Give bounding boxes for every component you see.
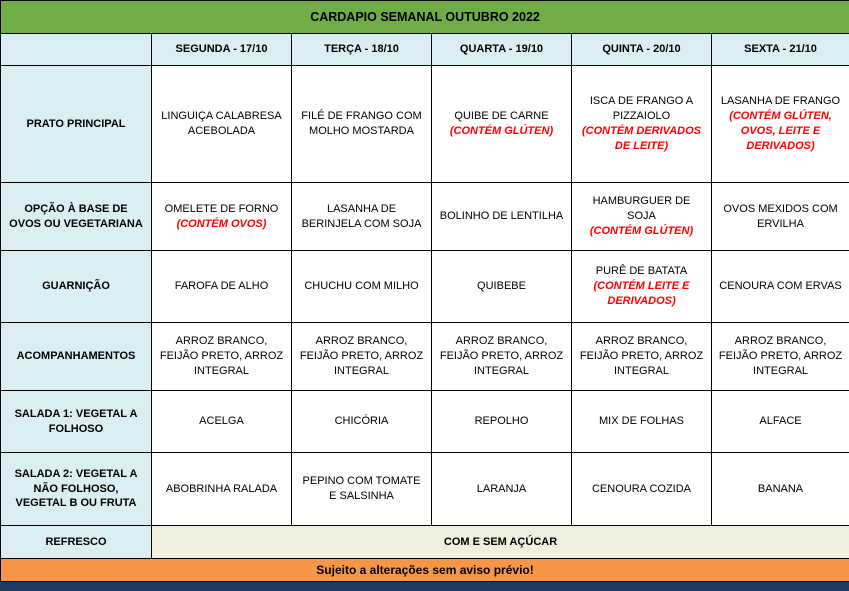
menu-row [1,453,849,526]
allergen-note: (CONTÉM LEITE E DERIVADOS) [593,280,690,307]
header-row [1,34,849,66]
menu-row [1,66,849,183]
menu-cell [572,391,712,453]
menu-cell [292,323,432,391]
menu-row [1,323,849,391]
dish-name: OVOS MEXIDOS COM ERVILHA [723,202,838,230]
dish-name: ABOBRINHA RALADA [165,482,278,495]
dish-name: LARANJA [476,482,527,495]
dish-name: MIX DE FOLHAS [599,415,684,428]
menu-cell [572,251,712,323]
dish-name: BOLINHO DE LENTILHA [439,210,564,223]
dish-name: ARROZ BRANCO, FEIJÃO PRETO, ARROZ INTEGRAL [718,335,843,377]
row-label: OPÇÃO À BASE DE OVOS OU VEGETARIANA [1,183,152,251]
row-label-refresco: REFRESCO [1,526,152,559]
menu-cell [712,323,849,391]
dish-name: CHUCHU COM MILHO [304,280,419,293]
menu-cell [152,453,292,526]
dish-name: LASANHA DE FRANGO [720,95,841,108]
day-header: QUARTA - 19/10 [432,34,572,66]
dish-name: ARROZ BRANCO, FEIJÃO PRETO, ARROZ INTEGRAL [579,335,704,377]
menu-cell [572,66,712,183]
refresco-value: COM E SEM AÇÚCAR [152,526,849,559]
menu-row [1,251,849,323]
dish-name: ARROZ BRANCO, FEIJÃO PRETO, ARROZ INTEGRAL [159,335,284,377]
day-header: SEGUNDA - 17/10 [152,34,292,66]
dish-name: CENOURA COM ERVAS [719,280,842,293]
menu-cell [152,391,292,453]
menu-cell [712,251,849,323]
menu-cell [292,183,432,251]
dish-name: FILÉ DE FRANGO COM MOLHO MOSTARDA [301,110,422,137]
dish-name: ALFACE [759,415,802,428]
dish-name: ARROZ BRANCO, FEIJÃO PRETO, ARROZ INTEGRAL [439,335,564,377]
dish-name: LASANHA DE BERINJELA COM SOJA [301,202,422,230]
dish-name: HAMBURGUER DE SOJA [592,195,691,223]
row-label: SALADA 2: VEGETAL A NÃO FOLHOSO, VEGETAL B OU FRUTA [1,453,152,526]
day-header: SEXTA - 21/10 [712,34,849,66]
dish-name: FAROFA DE ALHO [174,280,269,293]
dish-name: QUIBEBE [477,280,526,293]
allergen-note: (CONTÉM GLÚTEN) [589,224,694,237]
title-row [1,1,849,34]
allergen-note: (CONTÉM GLÚTEN) [449,125,554,137]
menu-cell [712,66,849,183]
allergen-note: (CONTÉM DERIVADOS DE LEITE) [582,125,701,152]
menu-row [1,183,849,251]
footer-row [1,559,849,582]
menu-title: CARDAPIO SEMANAL OUTUBRO 2022 [1,1,849,34]
row-label: ACOMPANHAMENTOS [1,323,152,391]
dish-name: ISCA DE FRANGO A PIZZAIOLO [589,95,694,123]
dish-name: LINGUIÇA CALABRESA ACEBOLADA [161,110,282,137]
menu-cell [292,391,432,453]
dish-name: REPOLHO [474,415,529,428]
menu-cell [292,453,432,526]
day-header: QUINTA - 20/10 [572,34,712,66]
dish-name: PEPINO COM TOMATE E SALSINHA [302,475,421,502]
day-header: TERÇA - 18/10 [292,34,432,66]
menu-cell [712,391,849,453]
dish-name: OMELETE DE FORNO [164,202,279,215]
menu-cell [432,391,572,453]
row-label: SALADA 1: VEGETAL A FOLHOSO [1,391,152,453]
dish-name: CHICÓRIA [334,415,389,428]
bottom-bar [0,582,849,591]
menu-cell [152,66,292,183]
menu-cell [712,453,849,526]
menu-cell [572,183,712,251]
menu-cell [292,251,432,323]
menu-cell [432,251,572,323]
corner-cell [1,34,152,66]
allergen-note: (CONTÉM GLÚTEN, OVOS, LEITE E DERIVADOS) [729,110,832,152]
row-label: PRATO PRINCIPAL [1,66,152,183]
dish-name: QUIBE DE CARNE [454,110,549,123]
menu-cell [152,323,292,391]
row-label: GUARNIÇÃO [1,251,152,323]
menu-cell [432,323,572,391]
dish-name: PURÊ DE BATATA [595,265,688,278]
dish-name: ACELGA [199,415,244,428]
footer-note: Sujeito a alterações sem aviso prévio! [1,559,849,582]
menu-cell [712,183,849,251]
menu-cell [432,66,572,183]
menu-cell [432,183,572,251]
allergen-note: (CONTÉM OVOS) [176,217,267,230]
menu-cell [292,66,432,183]
refresco-row [1,526,849,559]
menu-cell [432,453,572,526]
dish-name: CENOURA COZIDA [591,482,691,495]
dish-name: BANANA [757,482,804,495]
menu-row [1,391,849,453]
menu-cell [152,183,292,251]
menu-cell [152,251,292,323]
menu-cell [572,453,712,526]
menu-cell [572,323,712,391]
dish-name: ARROZ BRANCO, FEIJÃO PRETO, ARROZ INTEGRAL [299,335,424,377]
